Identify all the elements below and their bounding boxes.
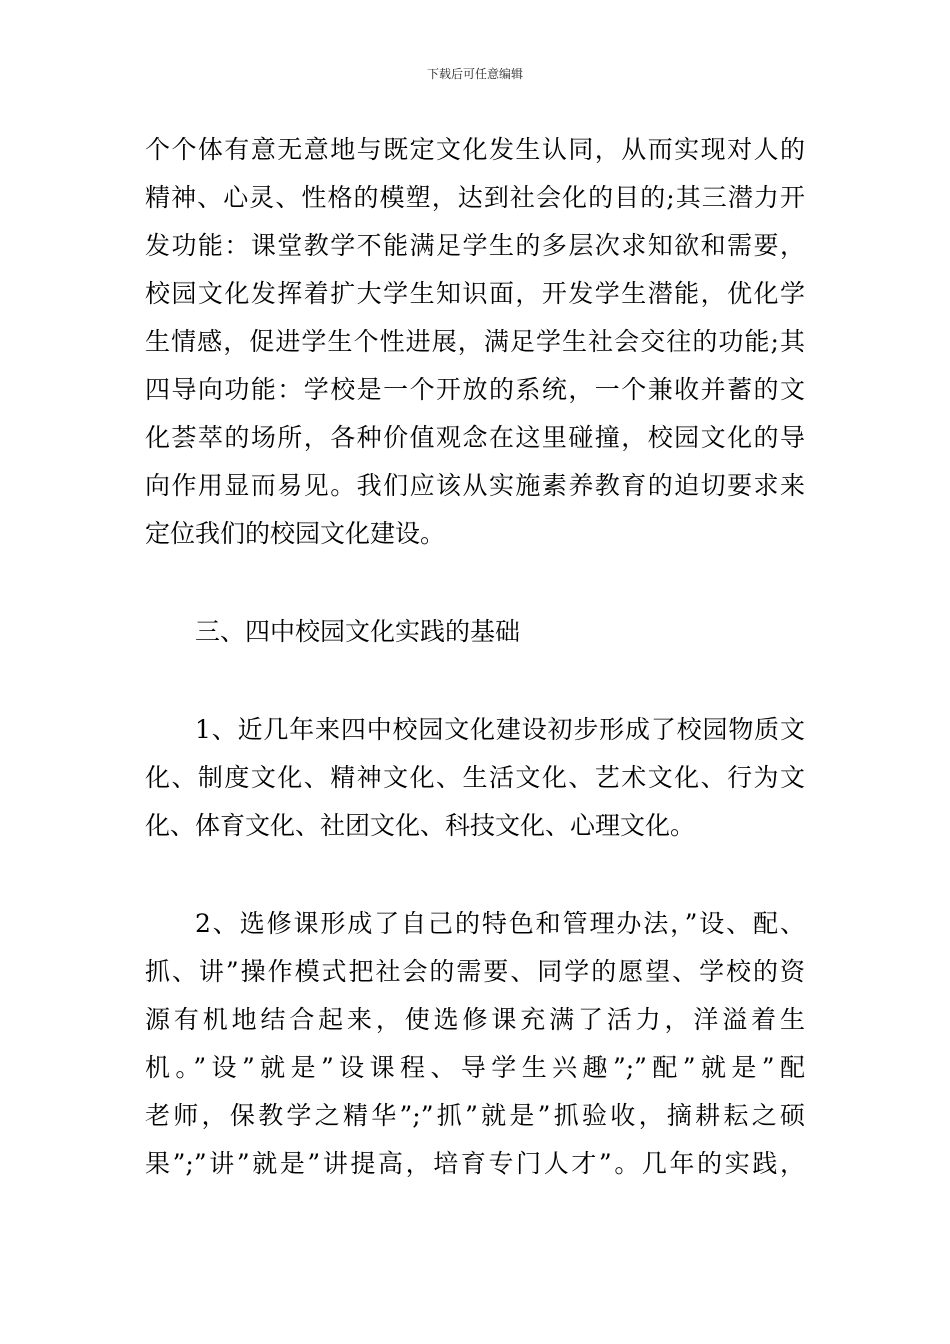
body-line-4: 校园文化发挥着扩大学生知识面，开发学生潜能，优化学 (145, 279, 805, 308)
body-line-15: 抓、讲”操作模式把社会的需要、同学的愿望、学校的资 (145, 957, 805, 986)
body-line-3: 发功能：课堂教学不能满足学生的多层次求知欲和需要， (145, 231, 805, 260)
body-line-14: 2、选修课形成了自己的特色和管理办法，”设、配、 (195, 909, 805, 938)
body-line-7: 化荟萃的场所，各种价值观念在这里碰撞，校园文化的导 (145, 423, 805, 452)
body-line-12: 化、制度文化、精神文化、生活文化、艺术文化、行为文 (145, 763, 805, 792)
body-line-2: 精神、心灵、性格的模塑，达到社会化的目的;其三潜力开 (145, 183, 805, 212)
body-line-9: 定位我们的校园文化建设。 (145, 519, 446, 548)
section-heading: 三、四中校园文化实践的基础 (195, 617, 521, 646)
body-line-17: 机。”设”就是”设课程、导学生兴趣”;”配”就是”配 (145, 1053, 805, 1082)
body-line-1: 个个体有意无意地与既定文化发生认同，从而实现对人的 (145, 135, 805, 164)
body-line-13: 化、体育文化、社团文化、科技文化、心理文化。 (145, 811, 696, 840)
body-line-11: 1、近几年来四中校园文化建设初步形成了校园物质文 (195, 715, 805, 744)
body-line-6: 四导向功能：学校是一个开放的系统，一个兼收并蓄的文 (145, 375, 805, 404)
body-line-8: 向作用显而易见。我们应该从实施素养教育的迫切要求来 (145, 471, 805, 500)
body-line-18: 老师，保教学之精华”;”抓”就是”抓验收，摘耕耘之硕 (145, 1101, 805, 1130)
body-line-19: 果”;”讲”就是”讲提高，培育专门人才”。几年的实践， (145, 1149, 805, 1178)
body-line-16: 源有机地结合起来，使选修课充满了活力，洋溢着生 (145, 1005, 805, 1034)
page-header-note: 下载后可任意编辑 (426, 67, 523, 81)
body-line-5: 生情感，促进学生个性进展，满足学生社会交往的功能;其 (145, 327, 805, 356)
